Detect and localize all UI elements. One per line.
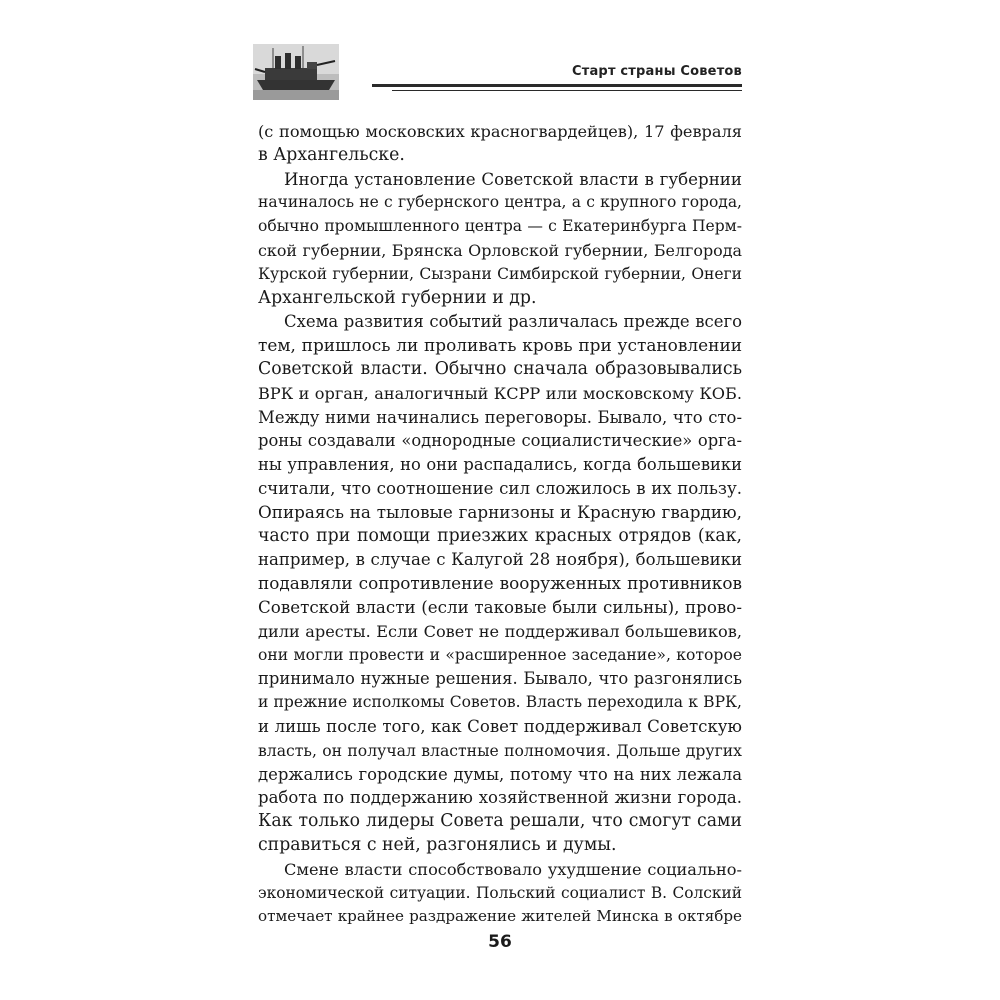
text-line: считали, что соотношение сил сложилось в их пользу. [258,478,742,498]
text-line: власть, он получал властные полномочия. Дольше других [258,740,742,760]
header-rule-thin [392,90,742,91]
text-line: Схема развития событий различалась прежде всего [284,312,742,332]
text-line: начиналось не с губернского центра, а с крупного города, [258,193,742,212]
header-rule [372,84,742,87]
text-line: тем, пришлось ли проливать кровь при установлении [258,335,742,356]
text-line: отмечает крайнее раздражение жителей Минска в октябре [258,907,742,926]
text-line: часто при помощи приезжих красных отрядов (как, [258,525,742,546]
body-text [258,120,742,929]
text-line: и прежние исполкомы Советов. Власть переходила к ВРК, [258,693,742,712]
text-line: экономической ситуации. Польский социалист В. Солский [258,883,742,902]
text-line: ской губернии, Брянска Орловской губернии, Белгорода [258,240,742,260]
text-line: ны управления, но они распадались, когда большевики [258,455,742,475]
text-line: подавляли сопротивление вооруженных противников [258,573,742,594]
text-line: обычно промышленного центра — с Екатеринбурга Перм- [258,217,742,236]
text-line: держались городские думы, потому что на них лежала [258,764,742,784]
text-line: Курской губернии, Сызрани Симбирской губернии, Онеги [258,264,742,283]
running-title: Старт страны Советов [571,64,742,79]
cruiser-ship-icon [253,44,339,100]
text-line: и лишь после того, как Совет поддерживал Советскую [258,716,742,736]
text-line: Опираясь на тыловые гарнизоны и Красную гвардию, [258,501,742,522]
text-line: справиться с ней, разгонялись и думы. [258,834,617,855]
text-line: в Архангельске. [258,144,405,165]
text-line: например, в случае с Калугой 28 ноября), большевики [258,550,742,570]
text-line: Советской власти (если таковые были сильны), прово- [258,597,742,617]
text-line: Смене власти способствовало ухудшение социально- [284,859,742,879]
text-line: принимало нужные решения. Бывало, что разгонялись [258,669,742,689]
text-line: работа по поддержанию хозяйственной жизни города. [258,788,742,808]
text-line: Как только лидеры Совета решали, что смогут сами [258,811,742,832]
text-line: (с помощью московских красногвардейцев), 17 февраля [258,122,742,141]
text-line: они могли провести и «расширенное заседание», которое [258,645,742,664]
text-line: дили аресты. Если Совет не поддерживал большевиков, [258,621,742,641]
text-line: роны создавали «однородные социалистические» орга- [258,431,742,451]
text-line: Архангельской губернии и др. [258,287,537,308]
text-line: Советской власти. Обычно сначала образовывались [258,358,742,379]
page-number: 56 [488,932,512,952]
text-line: Иногда установление Советской власти в губернии [284,169,742,189]
text-line: ВРК и орган, аналогичный КСРР или московскому КОБ. [258,383,742,403]
text-line: Между ними начинались переговоры. Бывало, что сто- [258,407,742,427]
